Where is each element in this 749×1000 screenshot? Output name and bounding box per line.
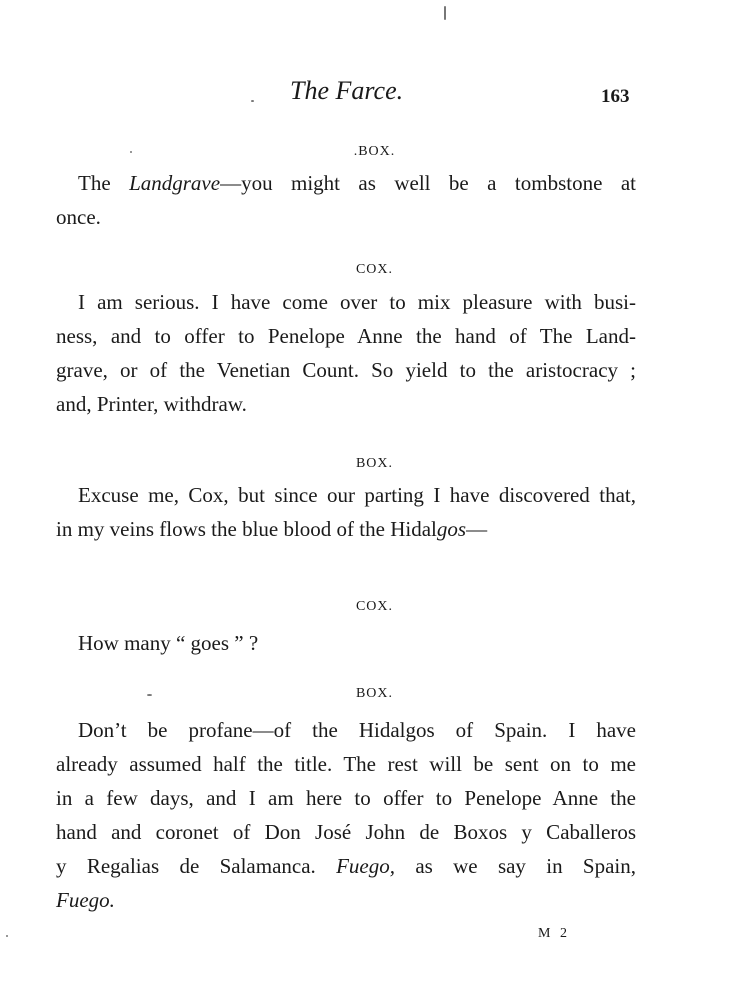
text-line: Don’t be profane—of the Hidalgos of Spain. I have bbox=[78, 718, 636, 742]
text-line: How many “ goes ” ? bbox=[78, 631, 259, 655]
italic-text: Landgrave bbox=[129, 171, 221, 195]
speaker-label: BOX. bbox=[355, 686, 394, 701]
running-header-title: The Farce. bbox=[290, 76, 404, 105]
text-line: and, Printer, withdraw. bbox=[56, 392, 247, 416]
speaker-label: COX. bbox=[355, 599, 394, 614]
text-line: once. bbox=[56, 205, 101, 229]
print-speck bbox=[6, 935, 8, 937]
text-line: already assumed half the title. The rest will be sent on to me bbox=[56, 752, 636, 776]
text-line: in my veins flows the blue blood of the Hidalgos— bbox=[56, 517, 488, 541]
text-line: hand and coronet of Don José John de Boxos y Caballeros bbox=[56, 820, 636, 844]
text-line: grave, or of the Venetian Count. So yield to the aristocracy ; bbox=[56, 358, 636, 382]
speaker-label: BOX. bbox=[355, 456, 394, 471]
text-line: I am serious. I have come over to mix pleasure with busi- bbox=[78, 290, 636, 314]
text-line: ness, and to offer to Penelope Anne the hand of The Land- bbox=[56, 324, 636, 348]
print-speck bbox=[444, 6, 446, 20]
dialogue-paragraph bbox=[56, 713, 636, 917]
italic-text: Fuego, bbox=[336, 854, 396, 878]
print-speck bbox=[147, 694, 152, 696]
signature-mark: M 2 bbox=[538, 926, 570, 941]
italic-text: Fuego. bbox=[56, 888, 115, 912]
dialogue-paragraph bbox=[56, 166, 636, 234]
text-line: y Regalias de Salamanca. Fuego, as we say in Spain, bbox=[56, 854, 636, 878]
page-number: 163 bbox=[601, 86, 630, 107]
text-line: in a few days, and I am here to offer to Penelope Anne the bbox=[56, 786, 636, 810]
text-line bbox=[56, 883, 636, 917]
dialogue-paragraph bbox=[56, 626, 636, 660]
print-speck bbox=[130, 151, 132, 153]
italic-text: gos bbox=[436, 517, 467, 541]
text-line: The Landgrave—you might as well be a tombstone at bbox=[78, 171, 636, 195]
text-line: Excuse me, Cox, but since our parting I have discovered that, bbox=[78, 483, 636, 507]
dialogue-paragraph bbox=[56, 285, 636, 421]
speaker-label: COX. bbox=[355, 262, 394, 277]
print-speck bbox=[251, 100, 254, 102]
dialogue-paragraph bbox=[56, 478, 636, 546]
speaker-label: .BOX. bbox=[353, 144, 396, 159]
